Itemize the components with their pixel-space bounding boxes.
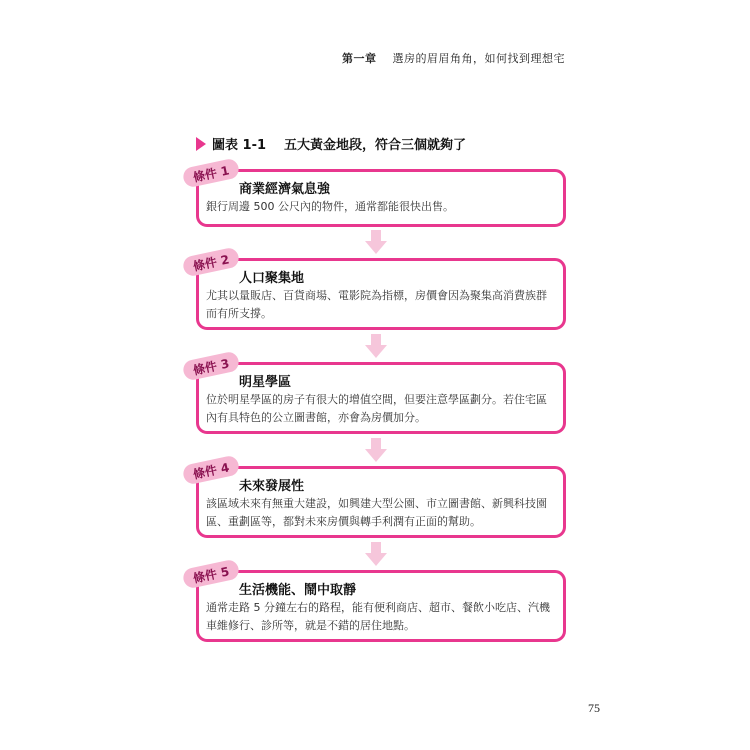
condition-description: 位於明星學區的房子有很大的增值空間，但要注意學區劃分。若住宅區內有具特色的公立圖書館，亦會為房價加分。 [206, 393, 547, 424]
condition-tag: 條件 3 [182, 350, 241, 381]
running-header [342, 50, 565, 66]
chapter-label: 第一章 [342, 52, 377, 65]
condition-description: 通常走路 5 分鐘左右的路程，能有便利商店、超市、餐飲小吃店、汽機車維修行、診所等，就是不錯的居住地點。 [206, 601, 550, 632]
down-arrow-icon [365, 542, 387, 566]
condition-tag: 條件 4 [182, 454, 241, 485]
condition-box-1 [191, 162, 566, 227]
chapter-title: 選房的眉眉角角，如何找到理想宅 [392, 52, 565, 65]
page-number: 75 [588, 701, 600, 715]
down-arrow-icon [365, 334, 387, 358]
condition-tag: 條件 5 [182, 558, 241, 589]
condition-heading: 人口聚集地 [239, 271, 305, 286]
condition-description: 銀行周邊 500 公尺內的物件，通常都能很快出售。 [206, 200, 454, 213]
condition-description: 該區域未來有無重大建設，如興建大型公園、市立圖書館、新興科技園區、重劃區等，都對未來房價與轉手利潤有正面的幫助。 [206, 497, 547, 528]
condition-box-2 [191, 251, 566, 330]
condition-heading: 生活機能、鬧中取靜 [239, 583, 357, 598]
condition-heading: 明星學區 [239, 375, 292, 390]
condition-box-4 [191, 459, 566, 538]
condition-heading: 商業經濟氣息強 [239, 182, 331, 197]
figure-caption: 五大黃金地段，符合三個就夠了 [284, 138, 467, 153]
triangle-marker-icon [196, 137, 206, 151]
figure-title [196, 134, 466, 153]
condition-tag: 條件 2 [182, 246, 241, 277]
down-arrow-icon [365, 230, 387, 254]
condition-heading: 未來發展性 [239, 479, 305, 494]
condition-tag: 條件 1 [182, 157, 241, 188]
down-arrow-icon [365, 438, 387, 462]
condition-box-5 [191, 563, 566, 642]
figure-label: 圖表 1-1 [212, 138, 267, 153]
condition-description: 尤其以量販店、百貨商場、電影院為指標，房價會因為聚集高消費族群而有所支撐。 [206, 289, 547, 320]
condition-box-3 [191, 355, 566, 434]
